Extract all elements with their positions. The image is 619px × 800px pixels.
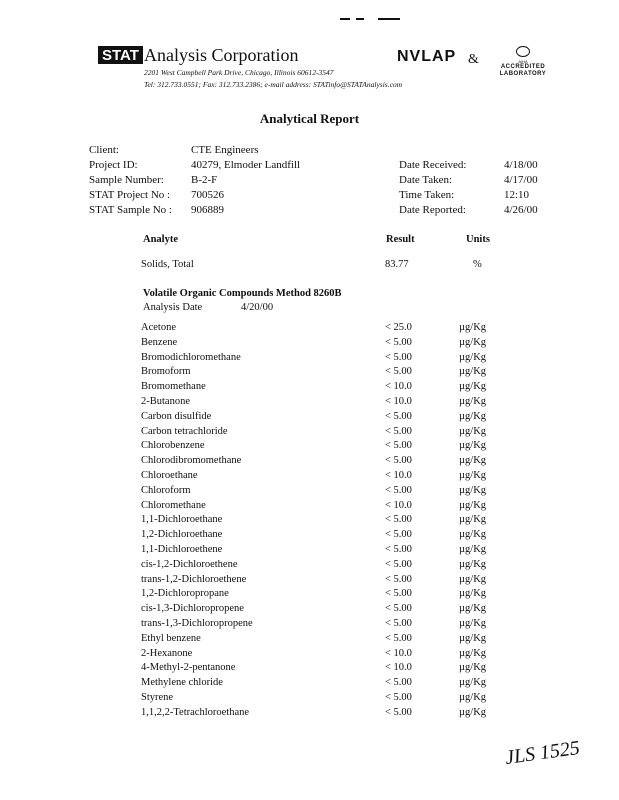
result-value: < 5.00: [385, 692, 412, 703]
company-name: Analysis Corporation: [144, 45, 299, 65]
table-row: [0, 692, 619, 707]
handwritten-initials: JLS 1525: [503, 736, 582, 770]
result-value: < 10.0: [385, 381, 412, 393]
solids-name: Solids, Total: [141, 259, 194, 270]
project-id-label: Project ID:: [89, 159, 138, 171]
analysis-date-label: Analysis Date: [143, 302, 203, 313]
result-value: < 10.0: [385, 499, 412, 511]
units-value: µg/Kg: [459, 366, 487, 378]
aihaa-accreditation-logo: [493, 46, 553, 94]
analyte-name: trans-1,2-Dichloroethene: [141, 573, 247, 585]
result-value: < 5.00: [385, 455, 412, 467]
solids-units: %: [473, 259, 482, 270]
result-value: < 5.00: [385, 558, 412, 570]
units-value: µg/Kg: [459, 396, 487, 407]
table-row: [0, 440, 619, 455]
solids-result: 83.77: [385, 259, 409, 270]
units-value: µg/Kg: [459, 692, 487, 703]
sample-number-value: B-2-F: [191, 174, 218, 186]
stat-sample-value: 906889: [191, 204, 224, 216]
analyte-name: Benzene: [141, 336, 178, 348]
analyte-name: Chlorobenzene: [141, 440, 205, 452]
aihaa-label-laboratory: LABORATORY: [499, 71, 547, 77]
result-value: < 5.00: [385, 588, 412, 600]
analyte-name: Styrene: [141, 692, 174, 703]
stat-sample-label: STAT Sample No :: [89, 204, 172, 216]
table-row: [0, 588, 619, 603]
units-value: µg/Kg: [459, 336, 487, 348]
analyte-name: Chloroform: [141, 484, 191, 496]
company-address: 2201 West Campbell Park Drive, Chicago, Illinois 60612-3547: [144, 68, 334, 77]
units-value: µg/Kg: [459, 322, 487, 333]
result-value: < 5.00: [385, 529, 412, 541]
result-value: < 5.00: [385, 366, 412, 378]
units-value: µg/Kg: [459, 558, 487, 570]
units-value: µg/Kg: [459, 647, 487, 659]
analyte-name: Bromomethane: [141, 381, 206, 393]
analyte-name: Methylene chloride: [141, 677, 223, 689]
table-row: [0, 381, 619, 396]
result-value: < 5.00: [385, 618, 412, 629]
stat-project-value: 700526: [191, 189, 224, 201]
date-taken-value: 4/17/00: [504, 174, 538, 186]
date-reported-value: 4/26/00: [504, 204, 538, 216]
client-value: CTE Engineers: [191, 144, 259, 156]
table-row: [0, 677, 619, 692]
units-value: µg/Kg: [459, 425, 487, 437]
analyte-column-header: Analyte: [143, 234, 178, 245]
result-value: < 10.0: [385, 662, 412, 674]
time-taken-value: 12:10: [504, 189, 530, 201]
units-value: µg/Kg: [459, 440, 487, 452]
table-row: [0, 707, 619, 722]
aihaa-seal-icon: [516, 46, 530, 57]
table-row: [0, 648, 619, 663]
analyte-name: Chloromethane: [141, 499, 206, 511]
units-value: µg/Kg: [459, 677, 487, 689]
analyte-name: Bromodichloromethane: [141, 351, 241, 363]
result-value: < 5.00: [385, 677, 412, 689]
scan-mark: [356, 18, 364, 20]
analyte-name: cis-1,3-Dichloropropene: [141, 603, 244, 615]
scan-mark: [340, 18, 350, 20]
table-row: [0, 662, 619, 677]
time-taken-label: Time Taken:: [399, 189, 455, 201]
analyte-name: 1,2-Dichloropropane: [141, 588, 229, 600]
analyte-name: 1,2-Dichloroethane: [141, 529, 223, 541]
units-value: µg/Kg: [459, 573, 487, 585]
table-row: [0, 618, 619, 633]
analyte-name: Chlorodibromomethane: [141, 455, 242, 467]
result-value: < 5.00: [385, 336, 412, 348]
analyte-name: 4-Methyl-2-pentanone: [141, 662, 236, 674]
units-value: µg/Kg: [459, 544, 487, 555]
analysis-date-value: 4/20/00: [241, 302, 274, 313]
units-value: µg/Kg: [459, 351, 487, 363]
report-title: Analytical Report: [259, 111, 360, 126]
table-row: [0, 455, 619, 470]
table-row: [0, 396, 619, 411]
units-value: µg/Kg: [459, 381, 487, 393]
units-value: µg/Kg: [459, 499, 487, 511]
project-id-value: 40279, Elmoder Landfill: [191, 159, 301, 171]
table-row: [0, 411, 619, 426]
analyte-name: Ethyl benzene: [141, 632, 201, 644]
units-value: µg/Kg: [459, 618, 487, 629]
units-value: µg/Kg: [459, 484, 487, 496]
result-value: < 5.00: [385, 351, 412, 363]
table-row: [0, 633, 619, 648]
analyte-name: 1,1-Dichloroethane: [141, 514, 223, 526]
scan-mark: [378, 18, 400, 20]
units-column-header: Units: [466, 234, 490, 245]
aihaa-top: AIHA: [518, 59, 528, 64]
result-value: < 5.00: [385, 632, 412, 644]
table-row: [0, 603, 619, 618]
result-value: < 5.00: [385, 440, 412, 452]
sample-number-label: Sample Number:: [89, 174, 164, 186]
units-value: µg/Kg: [459, 470, 487, 481]
voc-section-heading: Volatile Organic Compounds Method 8260B: [143, 288, 342, 299]
nvlap-logo: NVLAP: [397, 48, 457, 65]
table-row: [0, 337, 619, 352]
analyte-name: Carbon tetrachloride: [141, 425, 228, 437]
analyte-name: 2-Hexanone: [141, 647, 193, 659]
result-value: < 5.00: [385, 514, 412, 526]
analyte-name: Acetone: [141, 322, 176, 333]
client-label: Client:: [89, 144, 119, 156]
units-value: µg/Kg: [459, 455, 487, 467]
analyte-name: Chloroethane: [141, 470, 198, 481]
result-value: < 10.0: [385, 470, 412, 481]
date-reported-label: Date Reported:: [399, 204, 466, 216]
ampersand: &: [468, 52, 479, 67]
table-row: [0, 529, 619, 544]
units-value: µg/Kg: [459, 529, 487, 541]
stat-project-label: STAT Project No :: [89, 189, 171, 201]
table-row: [0, 559, 619, 574]
date-received-value: 4/18/00: [504, 159, 538, 171]
analyte-name: 1,1-Dichloroethene: [141, 544, 223, 555]
result-column-header: Result: [386, 234, 415, 245]
table-row: [0, 485, 619, 500]
result-value: < 5.00: [385, 425, 412, 437]
units-value: µg/Kg: [459, 706, 487, 718]
table-row: [0, 514, 619, 529]
result-value: < 5.00: [385, 706, 412, 718]
stat-logo: STAT: [98, 46, 143, 64]
date-taken-label: Date Taken:: [399, 174, 453, 186]
aihaa-label-accredited: ACCREDITED: [500, 64, 546, 70]
table-row: [0, 544, 619, 559]
result-value: < 5.00: [385, 484, 412, 496]
date-received-label: Date Received:: [399, 159, 467, 171]
analyte-name: Bromoform: [141, 366, 191, 378]
table-row: [0, 574, 619, 589]
analyte-name: Carbon disulfide: [141, 410, 212, 422]
units-value: µg/Kg: [459, 632, 487, 644]
units-value: µg/Kg: [459, 410, 487, 422]
table-row: [0, 426, 619, 441]
units-value: µg/Kg: [459, 603, 487, 615]
result-value: < 5.00: [385, 410, 412, 422]
analyte-name: 2-Butanone: [141, 396, 190, 407]
table-row: [0, 322, 619, 337]
units-value: µg/Kg: [459, 588, 487, 600]
result-value: < 5.00: [385, 603, 412, 615]
result-value: < 5.00: [385, 544, 412, 555]
result-value: < 10.0: [385, 396, 412, 407]
analyte-name: trans-1,3-Dichloropropene: [141, 618, 253, 629]
result-value: < 25.0: [385, 322, 412, 333]
result-value: < 10.0: [385, 647, 412, 659]
table-row: [0, 470, 619, 485]
company-contact: Tel: 312.733.0551; Fax: 312.733.2386; e-mail address: STATinfo@STATAnalysis.com: [144, 80, 403, 89]
table-row: [0, 352, 619, 367]
table-row: [0, 500, 619, 515]
units-value: µg/Kg: [459, 514, 487, 526]
analyte-name: cis-1,2-Dichloroethene: [141, 558, 238, 570]
units-value: µg/Kg: [459, 662, 487, 674]
analyte-name: 1,1,2,2-Tetrachloroethane: [141, 706, 250, 718]
result-value: < 5.00: [385, 573, 412, 585]
solids-row: [0, 259, 619, 274]
table-row: [0, 366, 619, 381]
